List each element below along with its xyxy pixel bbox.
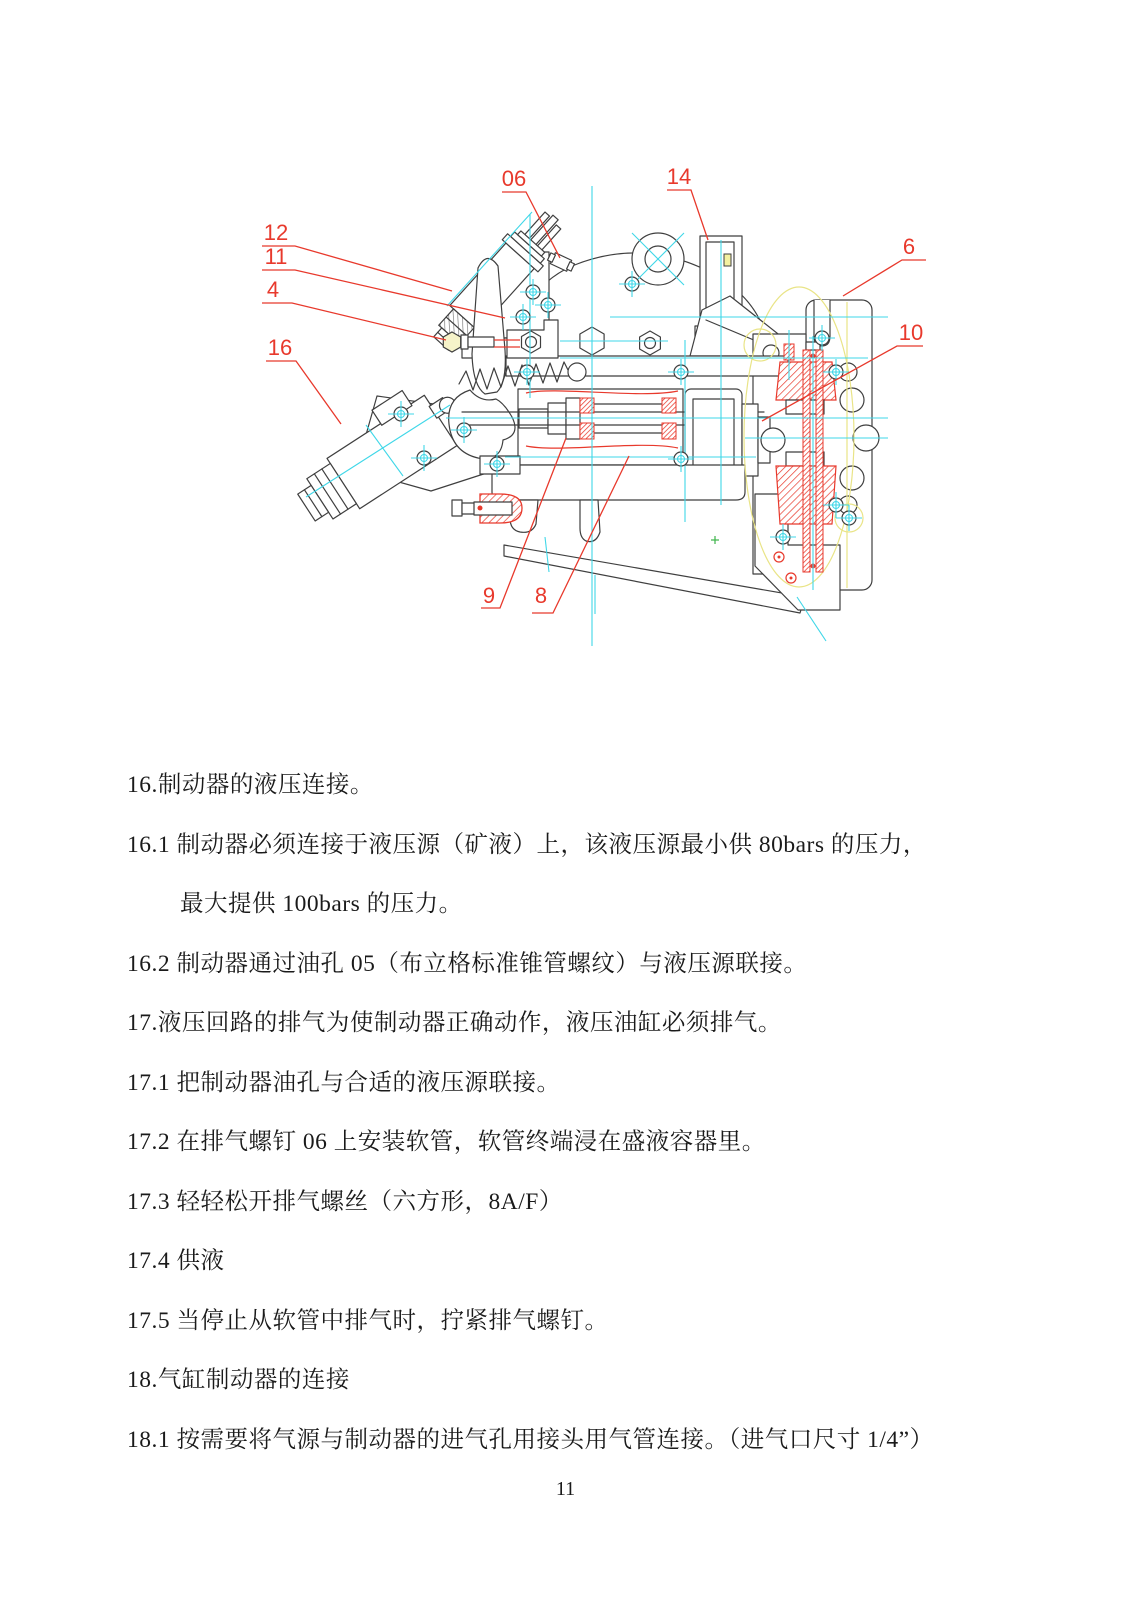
callout-label-11: 11 bbox=[264, 244, 288, 269]
callout-label-9: 9 bbox=[482, 583, 496, 608]
paragraph-16-1: 16.1 制动器必须连接于液压源（矿液）上，该液压源最小供 80bars 的压力， bbox=[127, 831, 927, 858]
paragraph-17-4: 17.4 供液 bbox=[127, 1248, 225, 1274]
bleed-screw bbox=[547, 251, 576, 273]
lower-housing bbox=[492, 465, 745, 500]
paragraph-16: 16.制动器的液压连接。 bbox=[127, 772, 374, 798]
paragraph-17-3: 17.3 轻轻松开排气螺丝（六方形，8A/F） bbox=[127, 1188, 563, 1215]
cam bbox=[449, 390, 515, 459]
brake-assembly-drawing bbox=[0, 0, 1131, 700]
paragraph-16-1-cont: 最大提供 100bars 的压力。 bbox=[180, 891, 463, 917]
callout-label-12: 12 bbox=[263, 220, 289, 245]
instructions-section bbox=[127, 756, 1067, 1470]
paragraph-16-2: 16.2 制动器通过油孔 05（布立格标准锥管螺纹）与液压源联接。 bbox=[127, 950, 808, 977]
paragraph-18-1: 18.1 按需要将气源与制动器的进气孔用接头用气管连接。（进气口尺寸 1/4”） bbox=[127, 1426, 934, 1453]
page-number: 11 bbox=[555, 1478, 576, 1500]
callout-label-16: 16 bbox=[267, 335, 293, 360]
paragraph-18: 18.气缸制动器的连接 bbox=[127, 1367, 350, 1393]
callout-label-8: 8 bbox=[534, 583, 548, 608]
paragraph-17-5: 17.5 当停止从软管中排气时，拧紧排气螺钉。 bbox=[127, 1307, 609, 1334]
paragraph-17-2: 17.2 在排气螺钉 06 上安装软管，软管终端浸在盛液容器里。 bbox=[127, 1129, 766, 1155]
callout-label-4: 4 bbox=[266, 277, 280, 302]
paragraph-17-1: 17.1 把制动器油孔与合适的液压源联接。 bbox=[127, 1069, 561, 1096]
callout-label-6: 6 bbox=[902, 234, 916, 259]
callout-label-06: 06 bbox=[501, 166, 527, 191]
figure-brake-assembly bbox=[0, 0, 1131, 700]
callout-label-10: 10 bbox=[898, 320, 924, 345]
paragraph-17: 17.液压回路的排气为使制动器正确动作，液压油缸必须排气。 bbox=[127, 1010, 782, 1036]
callout-label-14: 14 bbox=[666, 164, 692, 189]
deck-beam bbox=[506, 356, 788, 376]
